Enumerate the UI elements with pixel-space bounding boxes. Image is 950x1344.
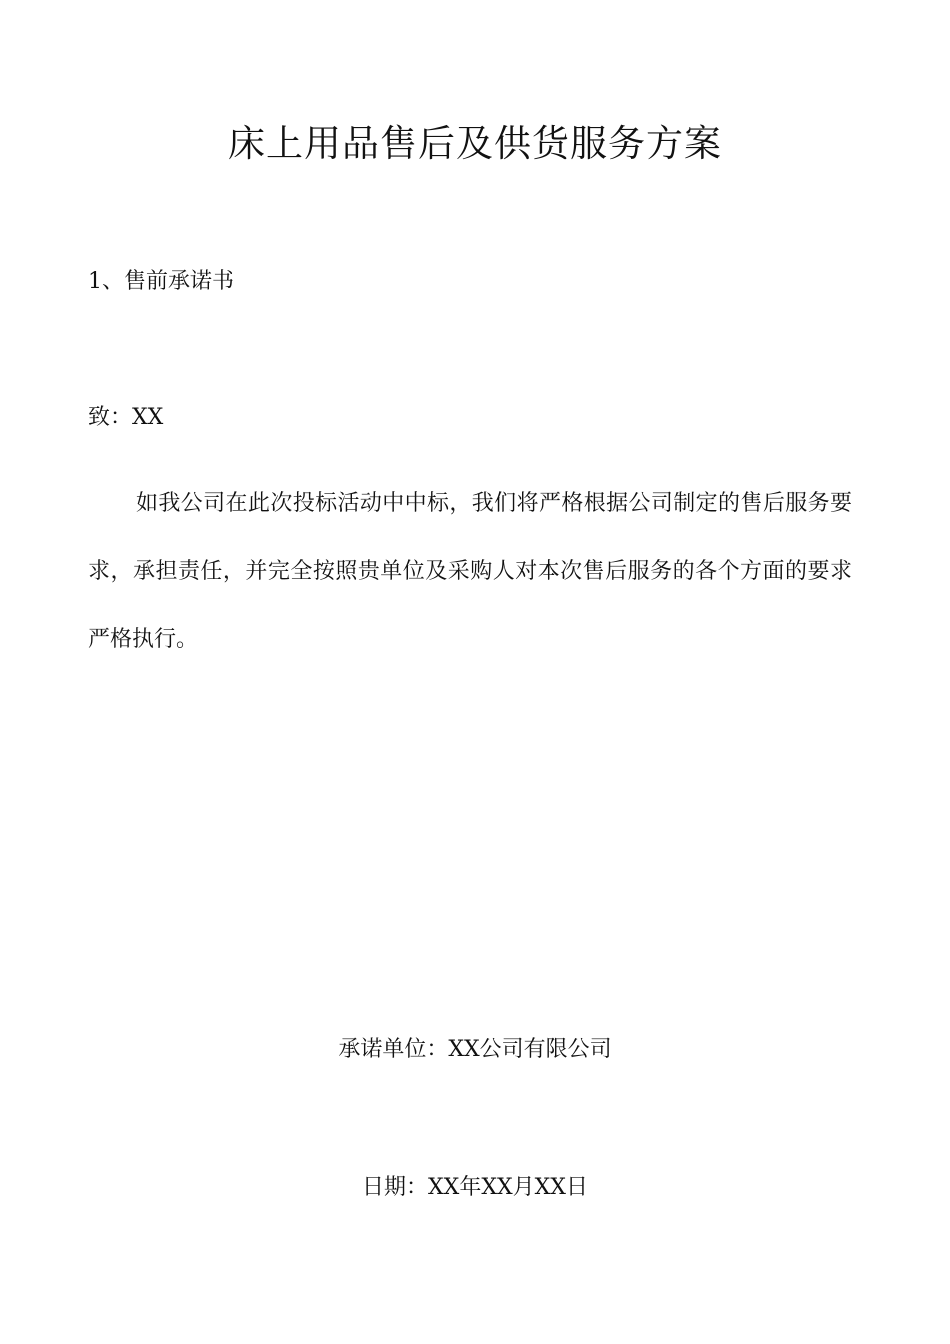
addressee-line: 致：XX bbox=[88, 405, 164, 430]
section-heading: 1、售前承诺书 bbox=[88, 269, 234, 294]
document-title: 床上用品售后及供货服务方案 bbox=[228, 122, 722, 165]
date-line: 日期：XX年XX月XX日 bbox=[362, 1175, 588, 1200]
commitment-paragraph: 如我公司在此次投标活动中中标，我们将严格根据公司制定的售后服务要求，承担责任，并完全按照贵单位及采购人对本次售后服务的各个方面的要求严格执行。 bbox=[88, 491, 852, 652]
signature-line: 承诺单位：XX公司有限公司 bbox=[338, 1037, 612, 1062]
